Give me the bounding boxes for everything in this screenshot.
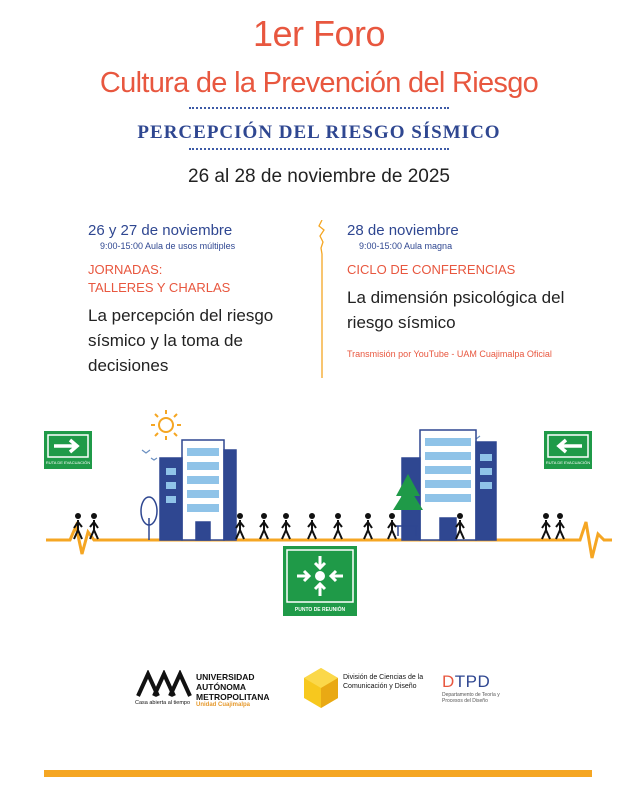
walking-person-icon — [388, 513, 396, 539]
forum-title: 1er Foro — [252, 13, 386, 54]
bottom-bar — [44, 770, 592, 777]
left-category-line2: TALLERES Y CHARLAS — [88, 280, 231, 295]
uam-motto: Casa abierta al tiempo — [135, 700, 191, 706]
meeting-point-sign — [283, 546, 357, 616]
uam-name: UNIVERSIDAD AUTÓNOMA METROPOLITANA — [196, 672, 270, 702]
right-date: 28 de noviembre — [347, 222, 459, 239]
walking-person-icon — [282, 513, 290, 539]
meeting-point-label: PUNTO DE REUNIÓN — [294, 607, 346, 613]
exit-sign-left-label: RUTA DE EVACUACIÓN — [45, 460, 91, 465]
evacuation-illustration — [0, 398, 638, 628]
exit-sign-right-label: RUTA DE EVACUACIÓN — [545, 460, 591, 465]
left-description: La percepción del riesgo sísmico y la toma de decisiones — [88, 306, 274, 375]
left-date: 26 y 27 de noviembre — [88, 222, 233, 239]
uam-logo-icon — [136, 670, 194, 700]
exit-sign-right — [544, 431, 592, 469]
right-time-place: 9:00-15:00 Aula magna — [359, 241, 453, 251]
walking-person-icon — [308, 513, 316, 539]
building-right — [402, 430, 496, 540]
walking-person-icon — [260, 513, 268, 539]
tree-left — [141, 497, 157, 540]
right-category: CICLO DE CONFERENCIAS — [347, 262, 516, 277]
forum-theme: Cultura de la Prevención del Riesgo — [0, 66, 638, 100]
left-time-place: 9:00-15:00 Aula de usos múltiples — [100, 241, 236, 251]
left-schedule — [88, 222, 313, 378]
left-category-line1: JORNADAS: — [88, 262, 163, 277]
dcc-hexagon-logo-icon — [302, 666, 340, 710]
sun-icon — [151, 410, 181, 440]
dcc-name: División de Ciencias de la Comunicación y Diseño — [343, 674, 424, 690]
dtpd-name: Departamento de Teoría y Procesos del Diseño — [442, 692, 500, 704]
right-description: La dimensión psicológica del riesgo sísmico — [347, 288, 565, 332]
walking-person-icon — [90, 513, 98, 539]
building-left — [160, 440, 236, 540]
stream-info: Transmisión por YouTube - UAM Cuajimalpa Oficial — [347, 349, 552, 359]
forum-dates: 26 al 28 de noviembre de 2025 — [188, 166, 450, 187]
right-schedule — [347, 222, 592, 359]
uam-unit: Unidad Cuajimalpa — [196, 702, 251, 708]
zigzag-divider — [318, 220, 326, 378]
left-category — [88, 261, 313, 297]
dtpd-logo: DTPD — [442, 672, 491, 691]
exit-sign-left — [44, 431, 92, 469]
walking-person-icon — [364, 513, 372, 539]
walking-person-icon — [334, 513, 342, 539]
forum-subtitle: PERCEPCIÓN DEL RIESGO SÍSMICO — [0, 122, 638, 144]
walking-person-icon — [236, 513, 244, 539]
walking-person-icon — [556, 513, 564, 539]
walking-person-icon — [542, 513, 550, 539]
